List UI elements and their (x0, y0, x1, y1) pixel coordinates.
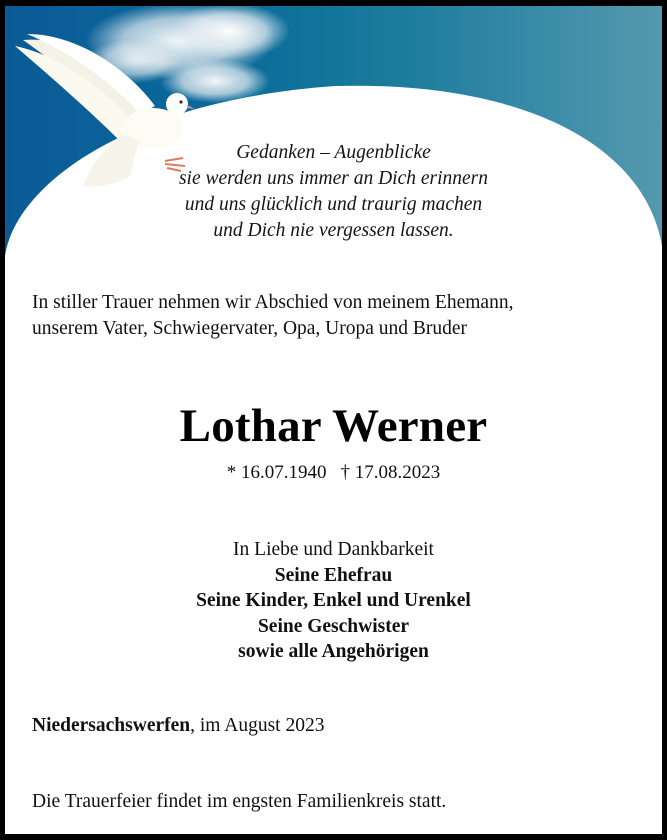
quote-line: Gedanken – Augenblicke (236, 142, 431, 163)
announcement-intro (32, 290, 513, 342)
mourner-line: Seine Kinder, Enkel und Urenkel (196, 590, 471, 611)
place-date: , im August 2023 (190, 715, 325, 736)
memorial-quote (5, 140, 662, 244)
funeral-note: Die Trauerfeier findet im engsten Familienkreis statt. (32, 791, 447, 812)
mourner-line: Seine Ehefrau (274, 564, 393, 586)
mourners-intro: In Liebe und Dankbarkeit (233, 539, 434, 560)
intro-line: In stiller Trauer nehmen wir Abschied von meinem Ehemann, (32, 292, 514, 313)
deceased-name: Lothar Werner (179, 400, 488, 452)
place-and-date (32, 713, 324, 739)
quote-line: und Dich nie vergessen lassen. (213, 220, 454, 241)
place-city: Niedersachswerfen (32, 715, 191, 736)
obituary-card (5, 6, 662, 834)
quote-line: sie werden uns immer an Dich erinnern (178, 168, 489, 189)
birth-date: * 16.07.1940 (226, 462, 327, 483)
death-date: † 17.08.2023 (340, 462, 441, 483)
mourner-line: Seine Geschwister (257, 615, 410, 637)
quote-line: und uns glücklich und traurig machen (184, 194, 483, 215)
life-dates (5, 461, 662, 485)
intro-line: unserem Vater, Schwiegervater, Opa, Uropa und Bruder (32, 318, 468, 339)
mourners-list (5, 537, 662, 665)
mourner-line: sowie alle Angehörigen (238, 641, 429, 662)
